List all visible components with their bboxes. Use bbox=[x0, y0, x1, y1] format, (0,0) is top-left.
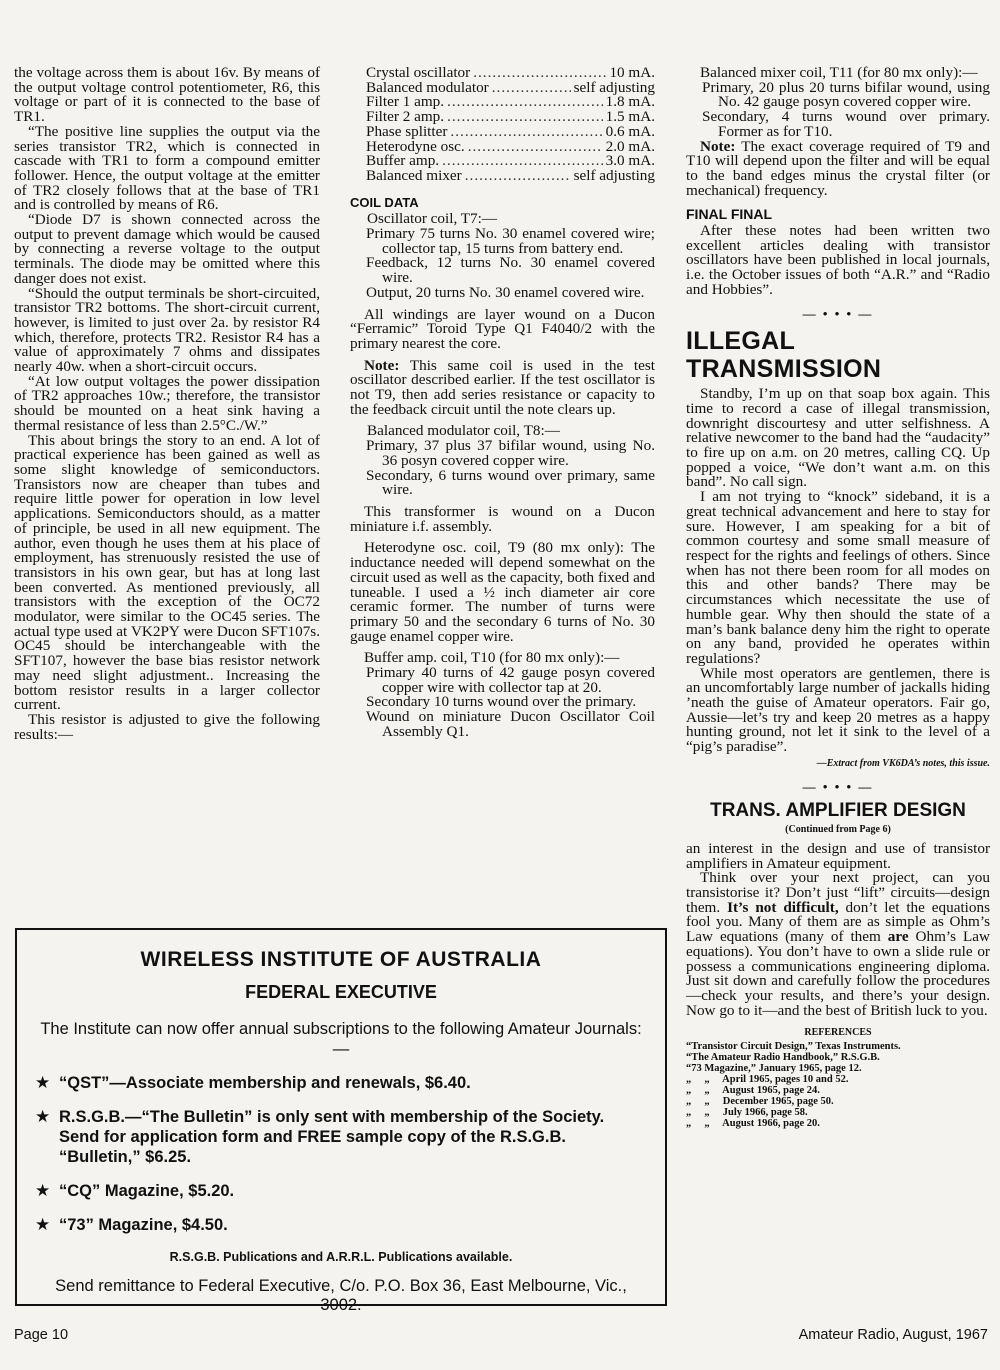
coil-spec: Output, 20 turns No. 30 enamel covered wire. bbox=[366, 283, 645, 301]
reference-item: “73 Magazine,” January 1965, page 12. bbox=[686, 1063, 862, 1075]
current-row: Filter 2 amp. ..... 1.5 mA. bbox=[350, 110, 655, 125]
paragraph: Standby, I’m up on that soap box again. This time to record a case of illegal transmission, downright discourtesy and utter selfishness. A relative newcomer to the band had the “audacity” to fire up on a.m. on 20 metres, calling CQ. Up popped a voice, “We don’t want a.m. on this band”. No call sign. bbox=[686, 385, 990, 491]
coil-spec: Primary 40 turns of 42 gauge posyn covered copper wire with collector tap at 20. bbox=[366, 664, 655, 696]
note-paragraph: Note: This same coil is used in the test oscillator described earlier. If the test oscillator is not T9, then add series resistance or capacity to the feedback circuit until the note clears up. bbox=[350, 356, 655, 418]
current-row: Buffer amp. ..... 3.0 mA. bbox=[350, 154, 655, 169]
separator: — • • • — bbox=[802, 778, 874, 794]
current-row: Phase splitter ..... 0.6 mA. bbox=[350, 125, 655, 140]
column-1 bbox=[14, 66, 320, 742]
coil-spec: Primary, 20 plus 20 turns bifilar wound, using No. 42 gauge posyn covered copper wire. bbox=[702, 78, 990, 111]
star-icon: ★ bbox=[35, 1073, 51, 1092]
paragraph: After these notes had been written two excellent articles dealing with transistor oscillators have been published in local journals, i.e. the October issues of both “A.R.” and “Radio and Hobbies”. bbox=[686, 222, 990, 298]
reference-item: „ „ August 1966, page 20. bbox=[686, 1118, 820, 1130]
coil-title: Oscillator coil, T7:— bbox=[367, 210, 498, 228]
paragraph: This resistor is adjusted to give the following results:— bbox=[14, 710, 320, 743]
ad-subtitle: FEDERAL EXECUTIVE bbox=[245, 982, 437, 1002]
current-row: Balanced mixer ..... self adjusting bbox=[350, 169, 655, 184]
coil-spec: Feedback, 12 turns No. 30 enamel covered wire. bbox=[366, 254, 655, 287]
paragraph: the voltage across them is about 16v. By means of the output voltage control potentiometer, R6, this voltage or part of it is connected to the base of TR1. bbox=[14, 64, 320, 126]
ad-list-item: ★ “CQ” Magazine, $5.20. bbox=[35, 1181, 235, 1200]
coil-title: Balanced mixer coil, T11 (for 80 mx only):— bbox=[700, 64, 978, 81]
coil-spec: Secondary, 6 turns wound over primary, same wire. bbox=[366, 466, 655, 499]
article-title: ILLEGAL TRANSMISSION bbox=[686, 327, 882, 384]
note-paragraph: Note: The exact coverage required of T9 and T10 will depend upon the filter and will be equal to the band edges minus the crystal filter (or mechanical) frequency. bbox=[686, 137, 990, 199]
coil-title: Buffer amp. coil, T10 (for 80 mx only):— bbox=[364, 649, 620, 667]
paragraph: “At low output voltages the power dissipation of TR2 approaches 10w.; therefore, the transistor should be mounted on a heat sink having a thermal resistance of less than 2.5°C./W.” bbox=[14, 372, 320, 434]
star-icon: ★ bbox=[35, 1107, 51, 1126]
ad-list-item: ★ R.S.G.B.—“The Bulletin” is only sent with membership of the Society. Send for application form and FREE sample copy of the R.S.G.B. “Bulletin,” $6.25. bbox=[35, 1107, 605, 1166]
star-icon: ★ bbox=[35, 1181, 51, 1200]
current-row: Balanced modulator ..... self adjusting bbox=[350, 81, 655, 96]
paragraph: This about brings the story to an end. A lot of practical experience has been gained as well as some slight knowledge of semiconductors. Transistors now are cheaper than tubes and require little power for operation in low level applications. Semiconductors should, as a matter of principle, be used in all new equipment. The author, even though he uses them at his place of employment, has strenuously resisted the use of transistors in his own gear, but has at long last been converted. As mentioned previously, all transistors with the exception of the OC72 modulator, were similar to the OC45 series. The actual type used at VK2PY were Ducon SFT107s. OC45 should be interchangeable with the SFT107, however the base bias resistor network may need slight adjustment.. Increasing the bottom resistor results in a larger collector current. bbox=[14, 431, 320, 714]
references-heading: REFERENCES bbox=[804, 1027, 872, 1039]
current-table bbox=[350, 66, 655, 184]
reference-item: „ „ April 1965, pages 10 and 52. bbox=[686, 1074, 849, 1086]
coil-spec: Primary 75 turns No. 30 enamel covered wire; collector tap, 15 turns from battery end. bbox=[366, 225, 655, 257]
star-icon: ★ bbox=[35, 1215, 51, 1234]
paragraph: Think over your next project, can you transistorise it? Don’t just “lift” circuits—design them. It’s not difficult, don’t let the equations fool you. Many of them are as simple as Ohm’s Law equations (many of them are Ohm’s Law equations). You don’t have to own a slide rule or possess a communications engineering diploma. Just sit down and carefully follow the procedures—check your results, and there’s your design. Now go to it—and the best of British luck to you. bbox=[686, 869, 990, 1019]
current-row: Crystal oscillator ..... 10 mA. bbox=[350, 66, 655, 81]
paragraph: All windings are layer wound on a Ducon “Ferramic” Toroid Type Q1 F4040/2 with the primary nearest the core. bbox=[350, 305, 655, 352]
article-title: TRANS. AMPLIFIER DESIGN bbox=[710, 800, 966, 822]
continued-note: (Continued from Page 6) bbox=[785, 824, 891, 836]
coil-title: Balanced modulator coil, T8:— bbox=[367, 422, 560, 440]
reference-item: “Transistor Circuit Design,” Texas Instruments. bbox=[686, 1041, 901, 1053]
coil-spec: Primary, 37 plus 37 bifilar wound, using No. 36 posyn covered copper wire. bbox=[366, 437, 655, 469]
wia-advertisement bbox=[15, 928, 667, 1314]
coil-spec: Wound on miniature Ducon Oscillator Coil Assembly Q1. bbox=[366, 708, 655, 740]
column-2 bbox=[350, 66, 655, 740]
column-3 bbox=[686, 66, 990, 1129]
current-row: Filter 1 amp. ..... 1.8 mA. bbox=[350, 95, 655, 110]
paragraph: “Diode D7 is shown connected across the output to prevent damage which would be caused by connecting a reverse voltage to the output terminals. The diode may be omitted where this danger does not exist. bbox=[14, 211, 320, 287]
ad-publications: R.S.G.B. Publications and A.R.R.L. Publications available. bbox=[169, 1250, 513, 1264]
reference-item: „ „ December 1965, page 50. bbox=[686, 1096, 834, 1108]
paragraph: “Should the output terminals be short-circuited, transistor TR2 bottoms. The short-circuit current, however, is limited to just over 2a. by resistor R4 which, therefore, protects TR2. Resistor R4 has a value of approximately 7 ohms and dissipates nearly 40w. when a short-circuit occurs. bbox=[14, 284, 320, 376]
paragraph: “The positive line supplies the output via the series transistor TR2, which is connected in cascade with TR1 to form a compound emitter follower. Hence, the output voltage at the emitter of TR2 closely follows that at the base of TR1 and is controlled by means of R6. bbox=[14, 122, 320, 214]
reference-item: “The Amateur Radio Handbook,” R.S.G.B. bbox=[686, 1052, 880, 1064]
paragraph: I am not trying to “knock” sideband, it is a great technical advancement and here to stay for sure. However, I am speaking for a bit of common courtesy and some small measure of respect for the rights and feelings of others. Since when has not there been room for all modes on this and other bands? There may be circumstances which necessitate the use of humble gear. Why then should the state of a man’s bank balance deny him the right to operate on any band, provided he operates within regulations? bbox=[686, 488, 990, 667]
source-note: —Extract from VK6DA’s notes, this issue. bbox=[816, 757, 990, 769]
ad-list-item: ★ “73” Magazine, $4.50. bbox=[35, 1215, 228, 1234]
ad-intro: The Institute can now offer annual subscriptions to the following Amateur Journals:— bbox=[40, 1020, 642, 1058]
paragraph: Heterodyne osc. coil, T9 (80 mx only): The inductance needed will depend somewhat on the circuit used as well as the capacity, both fixed and tuneable. I used a ½ inch diameter air core ceramic former. The number of turns were primary 50 and the secondary 6 turns of No. 30 gauge enamel copper wire. bbox=[350, 539, 655, 645]
reference-item: „ „ July 1966, page 58. bbox=[686, 1107, 808, 1119]
separator: — • • • — bbox=[802, 305, 874, 321]
paragraph: This transformer is wound on a Ducon miniature i.f. assembly. bbox=[350, 502, 655, 535]
coil-spec: Secondary 10 turns wound over the primary. bbox=[366, 693, 637, 711]
paragraph: an interest in the design and use of transistor amplifiers in Amateur equipment. bbox=[686, 839, 990, 872]
section-heading: FINAL FINAL bbox=[686, 206, 773, 223]
ad-list-item: ★ “QST”—Associate membership and renewals, $6.40. bbox=[35, 1073, 471, 1092]
issue-info: Amateur Radio, August, 1967 bbox=[798, 1327, 988, 1343]
coil-spec: Secondary, 4 turns wound over primary. Former as for T10. bbox=[702, 108, 990, 140]
current-row: Heterodyne osc. ..... 2.0 mA. bbox=[350, 140, 655, 155]
paragraph: While most operators are gentlemen, there is an uncomfortably large number of jackalls hiding ’neath the guise of Amateur operators. Fair go, Aussie—let’s try and keep 20 metres as a happy hunting ground, not let it sink to the level of a “pig’s paradise”. bbox=[686, 664, 990, 756]
ad-remittance: Send remittance to Federal Executive, C/o. P.O. Box 36, East Melbourne, Vic., 3002. bbox=[55, 1277, 627, 1314]
page-number: Page 10 bbox=[14, 1327, 69, 1343]
reference-item: „ „ August 1965, page 24. bbox=[686, 1085, 820, 1097]
section-heading: COIL DATA bbox=[350, 194, 419, 210]
ad-title: WIRELESS INSTITUTE OF AUSTRALIA bbox=[140, 948, 542, 971]
